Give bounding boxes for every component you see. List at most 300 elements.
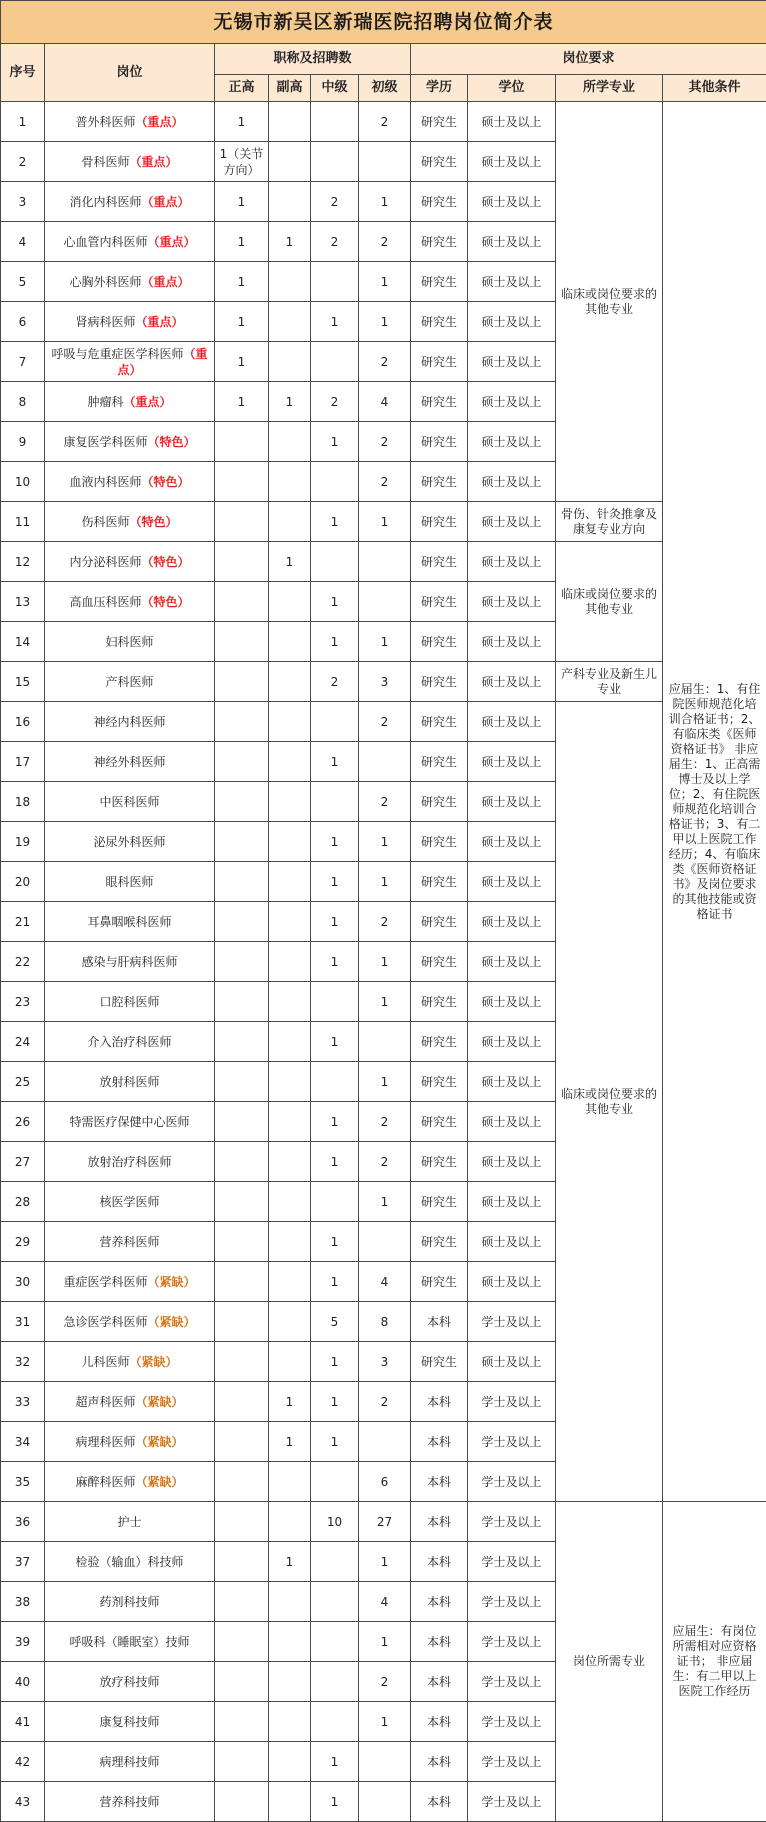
position-name: 产科医师	[105, 675, 153, 689]
cell-major: 临床或岗位要求的其他专业	[556, 702, 663, 1502]
position-tag: （特色）	[148, 435, 196, 449]
cell-education: 本科	[411, 1702, 468, 1742]
cell-education: 研究生	[411, 782, 468, 822]
cell-zhenggao	[215, 1262, 269, 1302]
position-tag: （特色）	[142, 555, 190, 569]
cell-education: 研究生	[411, 542, 468, 582]
cell-chuji: 2	[359, 1382, 411, 1422]
cell-degree: 硕士及以上	[468, 742, 556, 782]
cell-fugao	[269, 1582, 311, 1622]
cell-fugao	[269, 302, 311, 342]
position-name: 伤科医师	[81, 515, 129, 529]
cell-zhongji	[311, 782, 359, 822]
cell-seq: 6	[1, 302, 45, 342]
cell-fugao	[269, 342, 311, 382]
cell-fugao	[269, 1142, 311, 1182]
cell-zhenggao: 1（关节方向）	[215, 142, 269, 182]
cell-chuji	[359, 742, 411, 782]
cell-fugao	[269, 1742, 311, 1782]
cell-degree: 硕士及以上	[468, 622, 556, 662]
cell-degree: 硕士及以上	[468, 1022, 556, 1062]
cell-fugao	[269, 1022, 311, 1062]
cell-education: 本科	[411, 1542, 468, 1582]
cell-education: 研究生	[411, 982, 468, 1022]
cell-chuji: 2	[359, 422, 411, 462]
cell-fugao	[269, 942, 311, 982]
cell-degree: 硕士及以上	[468, 182, 556, 222]
cell-fugao: 1	[269, 1422, 311, 1462]
cell-zhongji: 1	[311, 302, 359, 342]
cell-zhongji: 1	[311, 1342, 359, 1382]
cell-major: 临床或岗位要求的其他专业	[556, 542, 663, 662]
cell-zhongji	[311, 102, 359, 142]
cell-zhenggao	[215, 1302, 269, 1342]
cell-position	[45, 1542, 215, 1582]
position-name: 病理科医师	[75, 1435, 135, 1449]
cell-seq: 35	[1, 1462, 45, 1502]
cell-position	[45, 742, 215, 782]
cell-zhenggao	[215, 1742, 269, 1782]
cell-seq: 5	[1, 262, 45, 302]
cell-zhenggao	[215, 1182, 269, 1222]
cell-fugao	[269, 982, 311, 1022]
cell-chuji: 3	[359, 1342, 411, 1382]
header-education: 学历	[411, 75, 468, 102]
position-name: 消化内科医师	[69, 195, 141, 209]
cell-fugao	[269, 1182, 311, 1222]
cell-education: 本科	[411, 1462, 468, 1502]
cell-zhenggao	[215, 1502, 269, 1542]
cell-position	[45, 1262, 215, 1302]
cell-zhenggao	[215, 1782, 269, 1822]
cell-seq: 9	[1, 422, 45, 462]
position-name: 营养科技师	[99, 1795, 159, 1809]
cell-degree: 硕士及以上	[468, 822, 556, 862]
cell-chuji: 1	[359, 982, 411, 1022]
cell-zhenggao: 1	[215, 342, 269, 382]
cell-education: 研究生	[411, 1262, 468, 1302]
cell-chuji: 4	[359, 1582, 411, 1622]
cell-education: 研究生	[411, 1062, 468, 1102]
cell-education: 研究生	[411, 462, 468, 502]
position-name: 康复医学科医师	[63, 435, 147, 449]
cell-zhenggao	[215, 1462, 269, 1502]
cell-zhongji	[311, 1462, 359, 1502]
position-name: 核医学医师	[99, 1195, 159, 1209]
cell-zhongji	[311, 262, 359, 302]
cell-fugao	[269, 822, 311, 862]
cell-zhenggao: 1	[215, 182, 269, 222]
header-titles-group: 职称及招聘数	[215, 44, 411, 75]
cell-zhongji: 1	[311, 1142, 359, 1182]
cell-major: 产科专业及新生儿专业	[556, 662, 663, 702]
cell-degree: 硕士及以上	[468, 1182, 556, 1222]
cell-degree: 硕士及以上	[468, 1102, 556, 1142]
cell-seq: 27	[1, 1142, 45, 1182]
cell-position	[45, 702, 215, 742]
position-name: 口腔科医师	[99, 995, 159, 1009]
cell-education: 研究生	[411, 342, 468, 382]
cell-position	[45, 1502, 215, 1542]
cell-position	[45, 462, 215, 502]
cell-degree: 硕士及以上	[468, 582, 556, 622]
cell-seq: 14	[1, 622, 45, 662]
position-name: 内分泌科医师	[69, 555, 141, 569]
cell-zhongji: 1	[311, 1422, 359, 1462]
cell-degree: 学士及以上	[468, 1542, 556, 1582]
cell-chuji: 1	[359, 942, 411, 982]
cell-position	[45, 182, 215, 222]
cell-fugao: 1	[269, 382, 311, 422]
cell-position	[45, 1662, 215, 1702]
cell-education: 本科	[411, 1622, 468, 1662]
cell-chuji: 1	[359, 822, 411, 862]
cell-degree: 硕士及以上	[468, 1222, 556, 1262]
position-name: 耳鼻咽喉科医师	[87, 915, 171, 929]
cell-fugao	[269, 182, 311, 222]
position-name: 药剂科技师	[99, 1595, 159, 1609]
cell-chuji	[359, 1782, 411, 1822]
cell-education: 研究生	[411, 1102, 468, 1142]
cell-degree: 硕士及以上	[468, 902, 556, 942]
cell-major: 岗位所需专业	[556, 1502, 663, 1822]
cell-seq: 36	[1, 1502, 45, 1542]
position-name: 心胸外科医师	[69, 275, 141, 289]
table-body	[1, 102, 766, 1822]
cell-zhongji: 2	[311, 222, 359, 262]
cell-position	[45, 1102, 215, 1142]
cell-zhenggao: 1	[215, 102, 269, 142]
cell-education: 本科	[411, 1382, 468, 1422]
cell-position	[45, 1182, 215, 1222]
cell-fugao	[269, 1702, 311, 1742]
cell-zhenggao: 1	[215, 262, 269, 302]
table-title: 无锡市新吴区新瑞医院招聘岗位简介表	[1, 1, 766, 44]
position-name: 神经内科医师	[93, 715, 165, 729]
cell-zhenggao	[215, 582, 269, 622]
cell-fugao	[269, 262, 311, 302]
position-name: 急诊医学科医师	[63, 1315, 147, 1329]
cell-degree: 硕士及以上	[468, 422, 556, 462]
cell-position	[45, 782, 215, 822]
position-name: 骨科医师	[81, 155, 129, 169]
cell-position	[45, 1622, 215, 1662]
header-other: 其他条件	[663, 75, 766, 102]
cell-position	[45, 582, 215, 622]
cell-chuji	[359, 1222, 411, 1262]
cell-fugao	[269, 1262, 311, 1302]
cell-zhenggao	[215, 1542, 269, 1582]
cell-position	[45, 942, 215, 982]
cell-seq: 15	[1, 662, 45, 702]
position-tag: （重点）	[142, 195, 190, 209]
cell-education: 本科	[411, 1742, 468, 1782]
cell-zhongji: 1	[311, 582, 359, 622]
cell-zhenggao	[215, 1342, 269, 1382]
position-name: 高血压科医师	[69, 595, 141, 609]
cell-education: 本科	[411, 1422, 468, 1462]
cell-zhongji	[311, 1182, 359, 1222]
position-name: 超声科医师	[75, 1395, 135, 1409]
cell-zhongji: 1	[311, 1022, 359, 1062]
cell-zhongji	[311, 462, 359, 502]
position-tag: （紧缺）	[148, 1315, 196, 1329]
cell-chuji: 2	[359, 1102, 411, 1142]
cell-education: 研究生	[411, 1142, 468, 1182]
cell-fugao: 1	[269, 1542, 311, 1582]
position-name: 特需医疗保健中心医师	[69, 1115, 189, 1129]
cell-seq: 10	[1, 462, 45, 502]
position-tag: （重点）	[148, 235, 196, 249]
cell-position	[45, 1782, 215, 1822]
position-name: 儿科医师	[81, 1355, 129, 1369]
cell-position	[45, 1422, 215, 1462]
position-tag: （特色）	[142, 475, 190, 489]
cell-chuji: 2	[359, 342, 411, 382]
header-seq: 序号	[1, 44, 45, 102]
cell-chuji	[359, 1022, 411, 1062]
cell-position	[45, 542, 215, 582]
cell-zhongji	[311, 1542, 359, 1582]
cell-zhenggao	[215, 502, 269, 542]
cell-position	[45, 1382, 215, 1422]
cell-position	[45, 1342, 215, 1382]
cell-education: 研究生	[411, 302, 468, 342]
cell-education: 研究生	[411, 1182, 468, 1222]
position-name: 泌尿外科医师	[93, 835, 165, 849]
cell-zhongji	[311, 142, 359, 182]
position-name: 肿瘤科	[87, 395, 123, 409]
cell-education: 研究生	[411, 102, 468, 142]
cell-position	[45, 102, 215, 142]
cell-degree: 硕士及以上	[468, 502, 556, 542]
cell-degree: 硕士及以上	[468, 462, 556, 502]
cell-chuji	[359, 542, 411, 582]
cell-chuji	[359, 1742, 411, 1782]
cell-seq: 3	[1, 182, 45, 222]
cell-degree: 硕士及以上	[468, 702, 556, 742]
cell-education: 研究生	[411, 942, 468, 982]
cell-degree: 硕士及以上	[468, 1262, 556, 1302]
cell-degree: 学士及以上	[468, 1662, 556, 1702]
cell-zhongji	[311, 1702, 359, 1742]
cell-fugao	[269, 902, 311, 942]
cell-education: 研究生	[411, 742, 468, 782]
cell-degree: 硕士及以上	[468, 142, 556, 182]
cell-position	[45, 502, 215, 542]
cell-major: 临床或岗位要求的其他专业	[556, 102, 663, 502]
cell-education: 研究生	[411, 662, 468, 702]
cell-seq: 19	[1, 822, 45, 862]
cell-zhenggao	[215, 862, 269, 902]
header-position: 岗位	[45, 44, 215, 102]
cell-fugao	[269, 102, 311, 142]
cell-other-conditions: 应届生：有岗位所需相对应资格证书； 非应届生：有二甲以上医院工作经历	[663, 1502, 766, 1822]
cell-degree: 学士及以上	[468, 1502, 556, 1542]
position-name: 感染与肝病科医师	[81, 955, 177, 969]
header-zhongji: 中级	[311, 75, 359, 102]
cell-degree: 学士及以上	[468, 1302, 556, 1342]
cell-seq: 22	[1, 942, 45, 982]
cell-education: 研究生	[411, 822, 468, 862]
cell-fugao	[269, 462, 311, 502]
cell-education: 研究生	[411, 1222, 468, 1262]
table-row	[1, 542, 766, 582]
cell-seq: 16	[1, 702, 45, 742]
cell-seq: 21	[1, 902, 45, 942]
cell-chuji: 3	[359, 662, 411, 702]
cell-degree: 硕士及以上	[468, 1062, 556, 1102]
cell-chuji: 2	[359, 222, 411, 262]
cell-education: 本科	[411, 1782, 468, 1822]
cell-fugao	[269, 1502, 311, 1542]
cell-chuji: 1	[359, 302, 411, 342]
cell-position	[45, 1022, 215, 1062]
cell-zhenggao	[215, 1222, 269, 1262]
cell-chuji: 1	[359, 502, 411, 542]
cell-position	[45, 1142, 215, 1182]
cell-chuji: 2	[359, 702, 411, 742]
position-name: 麻醉科医师	[75, 1475, 135, 1489]
cell-fugao	[269, 1662, 311, 1702]
cell-zhenggao	[215, 942, 269, 982]
cell-seq: 30	[1, 1262, 45, 1302]
cell-degree: 学士及以上	[468, 1462, 556, 1502]
cell-seq: 7	[1, 342, 45, 382]
header-chuji: 初级	[359, 75, 411, 102]
position-name: 营养科医师	[99, 1235, 159, 1249]
cell-zhongji: 1	[311, 1742, 359, 1782]
cell-seq: 20	[1, 862, 45, 902]
cell-zhenggao	[215, 622, 269, 662]
cell-degree: 硕士及以上	[468, 342, 556, 382]
cell-zhongji	[311, 1582, 359, 1622]
cell-zhongji	[311, 1662, 359, 1702]
cell-zhongji: 1	[311, 622, 359, 662]
cell-chuji: 4	[359, 1262, 411, 1302]
cell-zhongji: 1	[311, 822, 359, 862]
position-tag: （重点）	[136, 315, 184, 329]
cell-position	[45, 1742, 215, 1782]
cell-education: 研究生	[411, 142, 468, 182]
cell-education: 研究生	[411, 1022, 468, 1062]
cell-seq: 40	[1, 1662, 45, 1702]
cell-education: 研究生	[411, 382, 468, 422]
cell-zhenggao	[215, 1582, 269, 1622]
cell-chuji: 2	[359, 782, 411, 822]
position-name: 普外科医师	[75, 115, 135, 129]
position-name: 妇科医师	[105, 635, 153, 649]
cell-zhongji: 1	[311, 1102, 359, 1142]
cell-degree: 学士及以上	[468, 1422, 556, 1462]
cell-degree: 学士及以上	[468, 1382, 556, 1422]
cell-major: 骨伤、针灸推拿及康复专业方向	[556, 502, 663, 542]
header-requirements-group: 岗位要求	[411, 44, 766, 75]
cell-seq: 13	[1, 582, 45, 622]
cell-education: 研究生	[411, 862, 468, 902]
cell-zhenggao	[215, 1662, 269, 1702]
header-zhenggao: 正高	[215, 75, 269, 102]
cell-zhenggao	[215, 542, 269, 582]
cell-seq: 1	[1, 102, 45, 142]
position-name: 检验（输血）科技师	[75, 1555, 183, 1569]
cell-position	[45, 622, 215, 662]
cell-zhongji: 1	[311, 502, 359, 542]
cell-chuji: 1	[359, 1702, 411, 1742]
cell-seq: 29	[1, 1222, 45, 1262]
cell-fugao: 1	[269, 1382, 311, 1422]
cell-fugao	[269, 1062, 311, 1102]
cell-chuji: 2	[359, 902, 411, 942]
cell-fugao	[269, 1622, 311, 1662]
cell-zhongji	[311, 702, 359, 742]
cell-degree: 硕士及以上	[468, 222, 556, 262]
cell-zhongji	[311, 1622, 359, 1662]
cell-degree: 硕士及以上	[468, 662, 556, 702]
cell-seq: 38	[1, 1582, 45, 1622]
cell-seq: 25	[1, 1062, 45, 1102]
cell-zhenggao	[215, 702, 269, 742]
position-name: 介入治疗科医师	[87, 1035, 171, 1049]
position-name: 中医科医师	[99, 795, 159, 809]
position-name: 眼科医师	[105, 875, 153, 889]
cell-position	[45, 1702, 215, 1742]
cell-education: 研究生	[411, 902, 468, 942]
position-name: 呼吸科（睡眠室）技师	[69, 1635, 189, 1649]
header-major: 所学专业	[556, 75, 663, 102]
cell-position	[45, 262, 215, 302]
cell-degree: 学士及以上	[468, 1782, 556, 1822]
cell-position	[45, 862, 215, 902]
cell-chuji: 1	[359, 1542, 411, 1582]
cell-zhongji: 2	[311, 662, 359, 702]
cell-fugao	[269, 782, 311, 822]
cell-zhenggao	[215, 1622, 269, 1662]
cell-zhongji: 1	[311, 742, 359, 782]
cell-zhenggao	[215, 822, 269, 862]
cell-seq: 12	[1, 542, 45, 582]
cell-degree: 硕士及以上	[468, 1142, 556, 1182]
cell-degree: 硕士及以上	[468, 942, 556, 982]
position-tag: （紧缺）	[136, 1395, 184, 1409]
cell-chuji: 1	[359, 262, 411, 302]
cell-position	[45, 1582, 215, 1622]
cell-seq: 37	[1, 1542, 45, 1582]
cell-position	[45, 382, 215, 422]
cell-seq: 4	[1, 222, 45, 262]
cell-zhongji	[311, 342, 359, 382]
cell-fugao	[269, 662, 311, 702]
cell-fugao: 1	[269, 542, 311, 582]
cell-degree: 学士及以上	[468, 1622, 556, 1662]
cell-position	[45, 142, 215, 182]
position-name: 病理科技师	[99, 1755, 159, 1769]
cell-seq: 28	[1, 1182, 45, 1222]
cell-fugao	[269, 702, 311, 742]
cell-seq: 18	[1, 782, 45, 822]
cell-zhenggao	[215, 982, 269, 1022]
cell-education: 研究生	[411, 1342, 468, 1382]
cell-fugao	[269, 502, 311, 542]
table-row	[1, 502, 766, 542]
cell-seq: 8	[1, 382, 45, 422]
cell-degree: 硕士及以上	[468, 982, 556, 1022]
position-name: 肾病科医师	[75, 315, 135, 329]
cell-education: 研究生	[411, 622, 468, 662]
cell-chuji: 2	[359, 1142, 411, 1182]
cell-seq: 32	[1, 1342, 45, 1382]
cell-education: 本科	[411, 1302, 468, 1342]
